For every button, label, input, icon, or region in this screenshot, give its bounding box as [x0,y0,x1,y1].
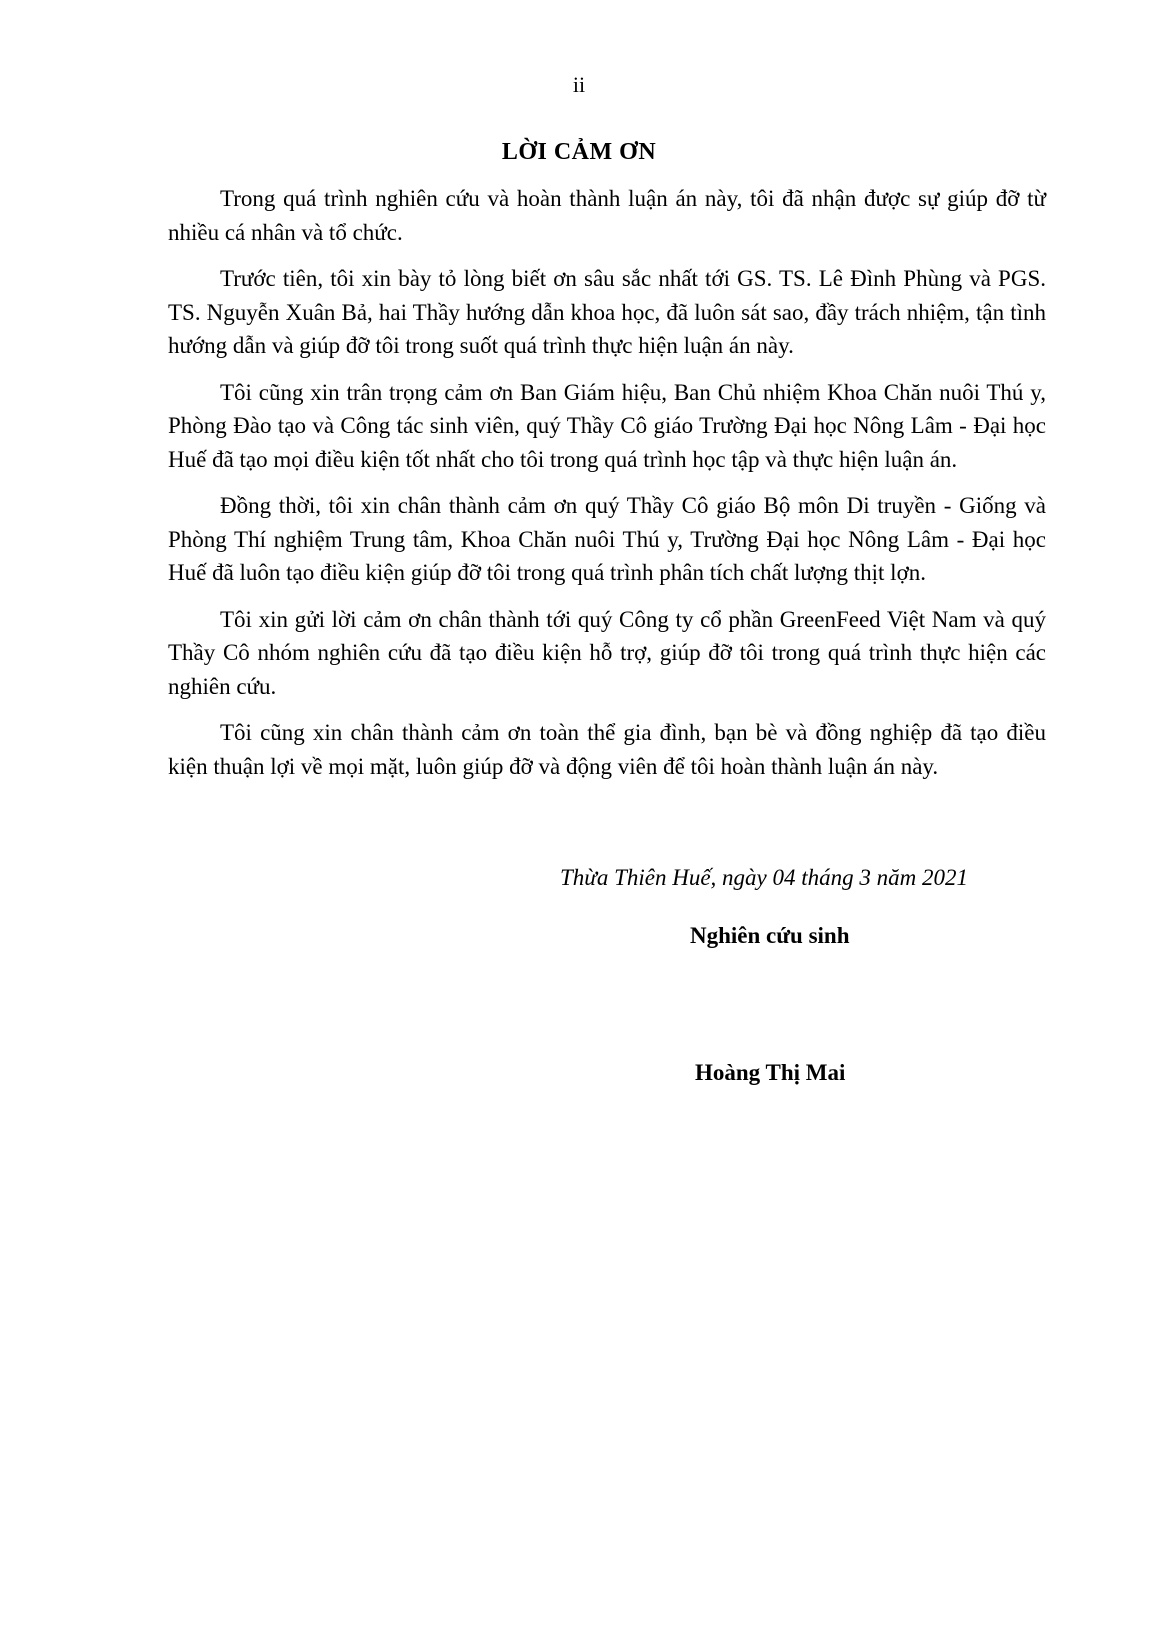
paragraph-2: Trước tiên, tôi xin bày tỏ lòng biết ơn sâu sắc nhất tới GS. TS. Lê Đình Phùng và PGS. TS. Nguyễn Xuân Bả, hai Thầy hướng dẫn khoa học, đã luôn sát sao, đầy trách nhiệm, tận tình hướng dẫn và giúp đỡ tôi trong suốt quá trình thực hiện luận án này. [168,266,1046,358]
paragraph-5: Tôi xin gửi lời cảm ơn chân thành tới quý Công ty cổ phần GreenFeed Việt Nam và quý Thầy Cô nhóm nghiên cứu đã tạo điều kiện hỗ trợ, giúp đỡ tôi trong quá trình thực hiện các nghiên cứu. [168,606,1046,699]
page-number: ii [572,72,586,97]
paragraph-4: Đồng thời, tôi xin chân thành cảm ơn quý Thầy Cô giáo Bộ môn Di truyền - Giống và Phòng Thí nghiệm Trung tâm, Khoa Chăn nuôi Thú y, Trường Đại học Nông Lâm - Đại học Huế đã luôn tạo điều kiện giúp đỡ tôi trong quá trình phân tích chất lượng thịt lợn. [168,493,1046,585]
page-title: LỜI CẢM ƠN [501,139,657,165]
acknowledgement-body [168,182,1046,796]
paragraph-3: Tôi cũng xin trân trọng cảm ơn Ban Giám hiệu, Ban Chủ nhiệm Khoa Chăn nuôi Thú y, Phòng Đào tạo và Công tác sinh viên, quý Thầy Cô giáo Trường Đại học Nông Lâm - Đại học Huế đã tạo mọi điều kiện tốt nhất cho tôi trong quá trình học tập và thực hiện luận án. [168,379,1046,472]
place-date-line: Thừa Thiên Huế, ngày 04 tháng 3 năm 2021 [560,865,969,890]
signer-role: Nghiên cứu sinh [690,923,850,948]
paragraph-6: Tôi cũng xin chân thành cảm ơn toàn thể gia đình, bạn bè và đồng nghiệp đã tạo điều kiện thuận lợi về mọi mặt, luôn giúp đỡ và động viên để tôi hoàn thành luận án này. [168,720,1046,779]
signer-name: Hoàng Thị Mai [695,1060,846,1085]
paragraph-1: Trong quá trình nghiên cứu và hoàn thành luận án này, tôi đã nhận được sự giúp đỡ từ nhiều cá nhân và tổ chức. [168,186,1046,245]
